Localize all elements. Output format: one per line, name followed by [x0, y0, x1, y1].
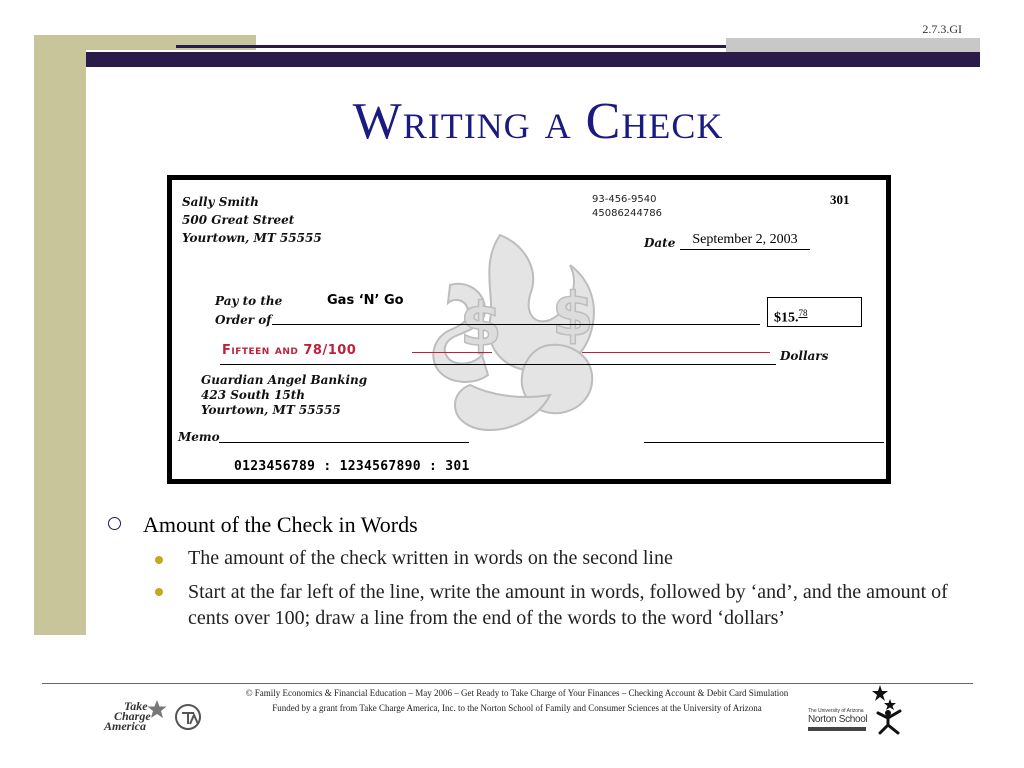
payee-name: Gas ‘N’ Go	[327, 293, 404, 308]
logo-left-line2: Charge	[114, 709, 151, 723]
words-red-line-right	[582, 352, 770, 353]
memo-label: Memo	[178, 430, 220, 444]
order-of-label: Order of	[215, 313, 272, 327]
bullet-dot-icon	[155, 588, 163, 596]
bank-name: Guardian Angel Banking	[201, 373, 368, 387]
check-number: 301	[830, 192, 850, 207]
tca-seal-icon	[174, 703, 202, 731]
decorative-gray-band	[726, 38, 980, 52]
svg-text:$: $	[552, 280, 594, 350]
memo-line	[219, 442, 469, 443]
slide-title: Writing a Check	[352, 93, 724, 150]
bullet-dot-icon	[155, 556, 163, 564]
sample-check	[167, 175, 891, 484]
money-angel-watermark-icon	[430, 225, 610, 440]
sub-bullet-1: The amount of the check written in words on the second line	[188, 547, 673, 569]
amount-cents: 78	[798, 308, 808, 318]
star-figure-icon	[868, 683, 908, 735]
bank-street: 423 South 15th	[201, 388, 306, 402]
logo-right-line1: The University of Arizona	[808, 708, 864, 714]
pay-to-label: Pay to the	[215, 294, 283, 308]
norton-school-logo	[808, 700, 874, 734]
star-icon	[146, 699, 168, 719]
bank-city: Yourtown, MT 55555	[201, 403, 341, 417]
amount-in-words: Fifteen and 78/100	[222, 343, 357, 358]
main-bullet-text: Amount of the Check in Words	[143, 512, 418, 537]
footer-line-2: Funded by a grant from Take Charge America, Inc. to the Norton School of Family and Consumer Sciences at the University of Arizona	[272, 703, 762, 713]
sub-bullet-2: Start at the far left of the line, write the amount in words, followed by ‘and’, and the amount of cents over 100; draw a line from the end of the words to the word ‘dollars’	[188, 581, 948, 629]
micr-line: 0123456789 : 1234567890 : 301	[234, 459, 470, 474]
owner-city: Yourtown, MT 55555	[182, 231, 322, 245]
take-charge-america-logo	[104, 699, 204, 731]
date-value: September 2, 2003	[680, 232, 810, 250]
decorative-navy-band	[86, 52, 980, 67]
owner-street: 500 Great Street	[182, 213, 295, 227]
dollars-label: Dollars	[780, 349, 829, 363]
decorative-navy-line	[176, 45, 726, 48]
amount-box	[767, 297, 862, 327]
amount-dollars: $15.	[774, 310, 799, 326]
slide-number: 2.7.3.GI	[922, 22, 962, 36]
footer-line-1: © Family Economics & Financial Education – May 2006 – Get Ready to Take Charge of Your Finances – Checking Account & Debit Card Simulation	[245, 688, 789, 698]
account-reference: 45086244786	[592, 208, 662, 219]
date-label: Date	[644, 236, 676, 250]
words-red-line-left	[412, 352, 492, 353]
logo-right-line2: Norton School	[808, 714, 868, 725]
words-line	[220, 364, 776, 365]
svg-text:$: $	[460, 290, 502, 360]
logo-left-line1: Take	[124, 699, 148, 713]
signature-line	[644, 442, 884, 443]
logo-left-line3: America	[104, 719, 146, 733]
footer-divider	[42, 683, 973, 684]
payee-line	[272, 324, 760, 325]
phone-number: 93-456-9540	[592, 194, 657, 205]
circle-bullet-icon	[108, 517, 121, 530]
owner-name: Sally Smith	[182, 195, 259, 209]
